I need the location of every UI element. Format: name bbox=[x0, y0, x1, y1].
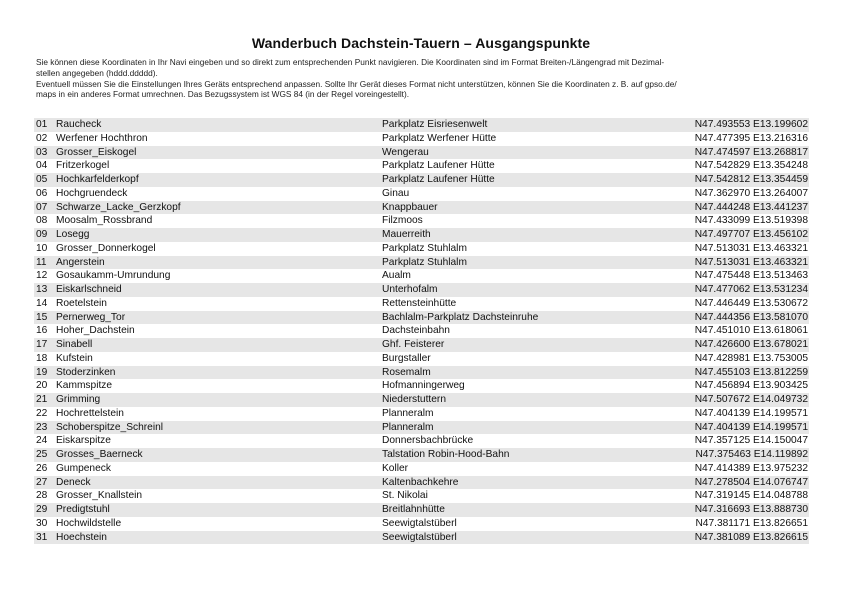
point-number: 11 bbox=[34, 256, 56, 270]
intro-line: Sie können diese Koordinaten in Ihr Navi eingeben und so direkt zum entsprechenden Punkt navigieren. Die Koordinaten sind im Format Breiten-/Längengrad mit Dezimal- bbox=[36, 57, 665, 67]
coordinates: N47.542812 E13.354459 bbox=[678, 173, 809, 187]
table-row bbox=[34, 132, 809, 146]
point-number: 07 bbox=[34, 201, 56, 215]
point-name: Pernerweg_Tor bbox=[56, 311, 382, 325]
coordinates: N47.381089 E13.826615 bbox=[678, 531, 809, 545]
starting-point: Dachsteinbahn bbox=[382, 325, 450, 337]
point-number: 12 bbox=[36, 270, 48, 282]
coordinates: N47.433099 E13.519398 bbox=[694, 215, 808, 227]
point-name: Grosser_Eiskogel bbox=[56, 146, 382, 160]
point-name: Gosaukamm-Umrundung bbox=[56, 270, 171, 282]
table-row bbox=[34, 159, 809, 173]
point-number: 09 bbox=[34, 228, 56, 242]
point-name: Werfener Hochthron bbox=[56, 132, 148, 144]
point-number: 13 bbox=[34, 283, 56, 297]
point-name: Grosses_Baerneck bbox=[56, 448, 382, 462]
starting-point: Hofmanningerweg bbox=[382, 380, 465, 392]
point-name: Grosser_Knallstein bbox=[56, 490, 143, 502]
coordinates: N47.444248 E13.441237 bbox=[678, 201, 809, 215]
table-row bbox=[34, 489, 809, 503]
coordinates: N47.493553 E13.199602 bbox=[678, 118, 809, 132]
coordinates: N47.446449 E13.530672 bbox=[694, 297, 808, 309]
starting-point: Filzmoos bbox=[382, 215, 423, 227]
point-name: Fritzerkogel bbox=[56, 160, 110, 172]
coordinates: N47.357125 E14.150047 bbox=[694, 435, 808, 447]
coordinates: N47.375463 E14.119892 bbox=[678, 448, 809, 462]
intro-text bbox=[36, 57, 808, 100]
table-row bbox=[34, 297, 809, 311]
point-name: Stoderzinken bbox=[56, 366, 382, 380]
point-number: 14 bbox=[36, 297, 48, 309]
starting-point: Talstation Robin-Hood-Bahn bbox=[382, 448, 678, 462]
starting-point: Niederstuttern bbox=[382, 393, 678, 407]
point-name: Losegg bbox=[56, 228, 382, 242]
table-row bbox=[34, 393, 809, 407]
coordinates: N47.455103 E13.812259 bbox=[678, 366, 809, 380]
point-name: Hoechstein bbox=[56, 531, 382, 545]
starting-point: Rosemalm bbox=[382, 366, 678, 380]
coordinates: N47.475448 E13.513463 bbox=[694, 270, 808, 282]
starting-point: Donnersbachbrücke bbox=[382, 435, 474, 447]
table-row bbox=[34, 407, 809, 421]
point-number: 18 bbox=[36, 352, 48, 364]
point-name: Deneck bbox=[56, 476, 382, 490]
point-number: 10 bbox=[36, 242, 48, 254]
coordinates: N47.278504 E14.076747 bbox=[678, 476, 809, 490]
table-row bbox=[34, 366, 809, 380]
point-number: 26 bbox=[36, 462, 48, 474]
point-name: Grimming bbox=[56, 393, 382, 407]
coordinates: N47.319145 E14.048788 bbox=[694, 490, 808, 502]
starting-point: Wengerau bbox=[382, 146, 678, 160]
starting-point: Planneralm bbox=[382, 407, 434, 419]
point-number: 06 bbox=[36, 187, 48, 199]
table-row bbox=[34, 448, 809, 462]
table-row bbox=[34, 352, 809, 366]
point-name: Eiskarlschneid bbox=[56, 283, 382, 297]
coordinates: N47.381171 E13.826651 bbox=[695, 517, 808, 529]
page-title: Wanderbuch Dachstein-Tauern – Ausgangspunkte bbox=[251, 35, 591, 51]
point-name: Schoberspitze_Schreinl bbox=[56, 421, 382, 435]
starting-points-body bbox=[34, 118, 809, 544]
table-row bbox=[34, 338, 809, 352]
point-number: 17 bbox=[34, 338, 56, 352]
point-number: 01 bbox=[34, 118, 56, 132]
starting-point: Burgstaller bbox=[382, 352, 431, 364]
point-number: 23 bbox=[34, 421, 56, 435]
table-row bbox=[34, 256, 809, 270]
table-row bbox=[34, 283, 809, 297]
coordinates: N47.474597 E13.268817 bbox=[678, 146, 809, 160]
starting-point: Seewigtalstüberl bbox=[382, 531, 678, 545]
point-number: 19 bbox=[34, 366, 56, 380]
coordinates: N47.497707 E13.456102 bbox=[678, 228, 809, 242]
coordinates: N47.477062 E13.531234 bbox=[678, 283, 809, 297]
starting-point: Seewigtalstüberl bbox=[382, 517, 457, 529]
table-row bbox=[34, 531, 809, 545]
point-number: 28 bbox=[36, 490, 48, 502]
coordinates: N47.404139 E14.199571 bbox=[678, 421, 809, 435]
table-row bbox=[34, 476, 809, 490]
point-number: 25 bbox=[34, 448, 56, 462]
point-name: Hochwildstelle bbox=[56, 517, 122, 529]
point-name: Hochkarfelderkopf bbox=[56, 173, 382, 187]
point-number: 22 bbox=[36, 407, 48, 419]
starting-point: Parkplatz Laufener Hütte bbox=[382, 173, 678, 187]
point-number: 30 bbox=[36, 517, 48, 529]
point-name: Schwarze_Lacke_Gerzkopf bbox=[56, 201, 382, 215]
table-row bbox=[34, 462, 809, 476]
point-number: 08 bbox=[36, 215, 48, 227]
starting-point: Parkplatz Laufener Hütte bbox=[382, 160, 495, 172]
starting-point: Ghf. Feisterer bbox=[382, 338, 678, 352]
point-name: Predigtstuhl bbox=[56, 503, 382, 517]
table-row bbox=[34, 242, 809, 256]
point-name: Eiskarspitze bbox=[56, 435, 111, 447]
point-number: 15 bbox=[34, 311, 56, 325]
coordinates: N47.513031 E13.463321 bbox=[694, 242, 808, 254]
intro-line: maps in ein anderes Format umrechnen. Das Bezugssystem ist WGS 84 (in der Regel voreingestellt). bbox=[36, 89, 410, 100]
starting-point: Parkplatz Werfener Hütte bbox=[382, 132, 497, 144]
table-row bbox=[34, 324, 809, 338]
table-row bbox=[34, 421, 809, 435]
point-name: Sinabell bbox=[56, 338, 382, 352]
point-number: 02 bbox=[36, 132, 48, 144]
starting-point: Unterhofalm bbox=[382, 283, 678, 297]
coordinates: N47.316693 E13.888730 bbox=[678, 503, 809, 517]
table-row bbox=[34, 228, 809, 242]
point-number: 05 bbox=[34, 173, 56, 187]
point-name: Roetelstein bbox=[56, 297, 107, 309]
point-number: 27 bbox=[34, 476, 56, 490]
coordinates: N47.451010 E13.618061 bbox=[694, 325, 808, 337]
starting-point: Ginau bbox=[382, 187, 410, 199]
coordinates: N47.507672 E14.049732 bbox=[678, 393, 809, 407]
starting-point: Parkplatz Stuhlalm bbox=[382, 242, 467, 254]
starting-point: Kaltenbachkehre bbox=[382, 476, 678, 490]
table-row bbox=[34, 517, 809, 531]
coordinates: N47.542829 E13.354248 bbox=[694, 160, 808, 172]
coordinates: N47.428981 E13.753005 bbox=[694, 352, 808, 364]
coordinates: N47.426600 E13.678021 bbox=[678, 338, 809, 352]
starting-point: Planneralm bbox=[382, 421, 678, 435]
table-row bbox=[34, 503, 809, 517]
starting-point: Breitlahnhütte bbox=[382, 503, 678, 517]
table-row bbox=[34, 434, 809, 448]
coordinates: N47.404139 E14.199571 bbox=[694, 407, 808, 419]
starting-point: Parkplatz Stuhlalm bbox=[382, 256, 678, 270]
coordinates: N47.513031 E13.463321 bbox=[678, 256, 809, 270]
table-row bbox=[34, 201, 809, 215]
point-number: 20 bbox=[36, 380, 48, 392]
point-name: Moosalm_Rossbrand bbox=[56, 215, 153, 227]
starting-point: Koller bbox=[382, 462, 409, 474]
point-name: Hoher_Dachstein bbox=[56, 325, 135, 337]
table-row bbox=[34, 187, 809, 201]
point-number: 24 bbox=[36, 435, 48, 447]
point-name: Gumpeneck bbox=[56, 462, 111, 474]
point-name: Hochrettelstein bbox=[56, 407, 124, 419]
point-name: Angerstein bbox=[56, 256, 382, 270]
table-row bbox=[34, 214, 809, 228]
coordinates: N47.362970 E13.264007 bbox=[694, 187, 808, 199]
starting-point: Parkplatz Eisriesenwelt bbox=[382, 118, 678, 132]
starting-point: St. Nikolai bbox=[382, 490, 428, 502]
starting-points-table bbox=[34, 118, 809, 544]
coordinates: N47.456894 E13.903425 bbox=[694, 380, 808, 392]
coordinates: N47.414389 E13.975232 bbox=[694, 462, 808, 474]
point-number: 16 bbox=[36, 325, 48, 337]
point-name: Raucheck bbox=[56, 118, 382, 132]
starting-point: Aualm bbox=[382, 270, 411, 282]
table-row bbox=[34, 379, 809, 393]
point-number: 21 bbox=[34, 393, 56, 407]
table-row bbox=[34, 173, 809, 187]
starting-point: Bachlalm-Parkplatz Dachsteinruhe bbox=[382, 311, 678, 325]
intro-line: Eventuell müssen Sie die Einstellungen Ihres Geräts entsprechend anpassen. Sollte Ihr Gerät dieses Format nicht unterstützen, können Sie die Koordinaten z. B. auf gpso.de/ bbox=[36, 78, 677, 89]
table-row bbox=[34, 146, 809, 160]
starting-point: Mauerreith bbox=[382, 228, 678, 242]
point-number: 29 bbox=[34, 503, 56, 517]
table-row bbox=[34, 118, 809, 132]
coordinates: N47.444356 E13.581070 bbox=[678, 311, 809, 325]
table-row bbox=[34, 269, 809, 283]
point-number: 31 bbox=[34, 531, 56, 545]
starting-point: Rettensteinhütte bbox=[382, 297, 457, 309]
point-name: Hochgruendeck bbox=[56, 187, 128, 199]
intro-line: stellen angegeben (hddd.ddddd). bbox=[36, 67, 158, 78]
point-name: Grosser_Donnerkogel bbox=[56, 242, 156, 254]
point-number: 04 bbox=[36, 160, 48, 172]
table-row bbox=[34, 311, 809, 325]
point-number: 03 bbox=[34, 146, 56, 160]
coordinates: N47.477395 E13.216316 bbox=[694, 132, 808, 144]
point-name: Kufstein bbox=[56, 352, 93, 364]
starting-point: Knappbauer bbox=[382, 201, 678, 215]
point-name: Kammspitze bbox=[56, 380, 113, 392]
